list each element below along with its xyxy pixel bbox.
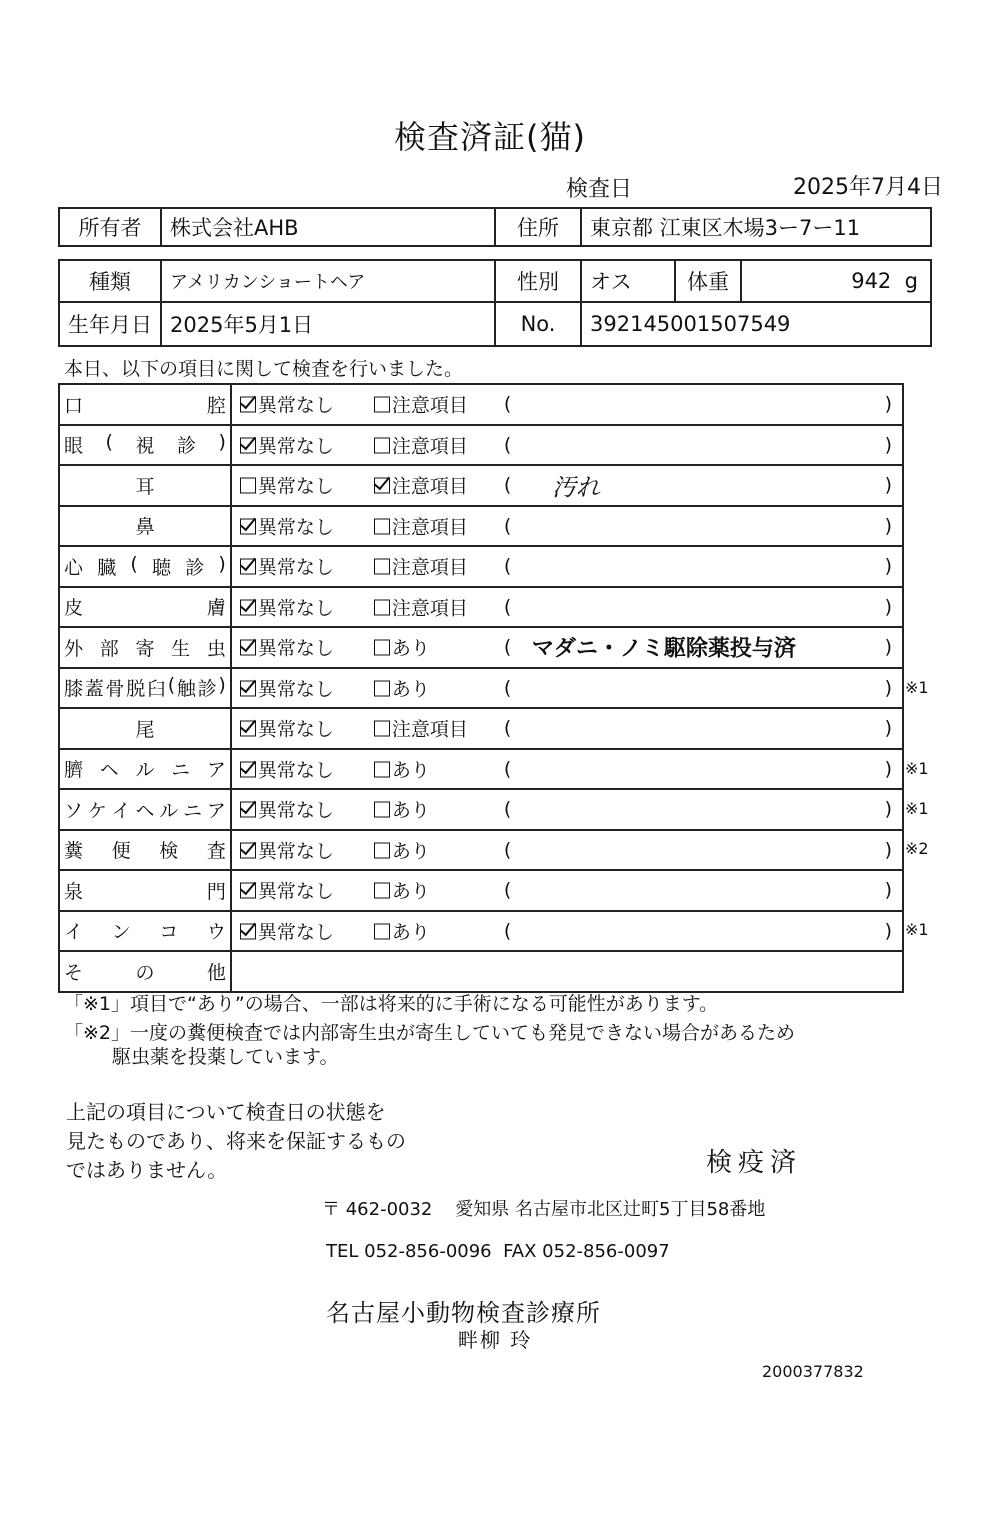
breed-label: 種類 <box>59 260 161 302</box>
label-char: ヘ <box>135 799 155 822</box>
option-label: あり <box>391 840 430 863</box>
checkbox-icon[interactable] <box>240 802 256 818</box>
label-char: 視 <box>135 435 155 458</box>
checkbox-icon[interactable] <box>374 761 390 777</box>
open-paren: ( <box>503 514 512 537</box>
option-label: あり <box>391 637 430 660</box>
option-label: 注意項目 <box>391 435 468 458</box>
option-flag[interactable] <box>374 755 430 782</box>
item-result <box>231 627 903 668</box>
clinic-name: 名古屋小動物検査診療所 <box>326 1299 601 1327</box>
label-char: 蓋 <box>84 678 104 701</box>
option-flag[interactable] <box>374 715 468 742</box>
option-flag[interactable] <box>374 391 468 418</box>
option-label: 異常なし <box>257 921 334 944</box>
label-char: 部 <box>99 637 119 660</box>
option-flag[interactable] <box>374 674 430 701</box>
label-char: 外 <box>64 637 84 660</box>
close-paren: ) <box>884 555 892 578</box>
item-name <box>59 911 231 952</box>
pet-table <box>58 259 932 347</box>
item-name-text: 鼻 <box>135 516 155 539</box>
option-normal[interactable] <box>240 755 334 782</box>
label-char: 検 <box>159 840 179 863</box>
inspection-row <box>59 546 903 587</box>
option-label: 異常なし <box>257 597 334 620</box>
option-flag[interactable] <box>374 836 430 863</box>
footnote-2: 「※2」一度の糞便検査では内部寄生虫が寄生していても発見できない場合があるため <box>64 1022 796 1044</box>
inspection-row <box>59 587 903 628</box>
item-name-text <box>64 391 226 418</box>
address-value: 東京都 江東区木場3ー7ー11 <box>581 208 931 246</box>
label-char: 膝 <box>64 678 84 701</box>
checkbox-icon[interactable] <box>374 680 390 696</box>
clinic-street-address: 愛知県 名古屋市北区辻町5丁目58番地 <box>455 1199 766 1220</box>
checkbox-icon[interactable] <box>240 559 256 575</box>
inspection-row <box>59 870 903 911</box>
checkbox-icon[interactable] <box>374 478 390 494</box>
option-label: 注意項目 <box>391 597 468 620</box>
item-result <box>231 546 903 587</box>
inspection-row <box>59 384 903 425</box>
close-paren: ) <box>884 676 892 699</box>
document-title: 検査済証(猫) <box>394 118 586 156</box>
item-name-text <box>64 877 226 904</box>
close-paren: ) <box>884 798 892 821</box>
label-char: 眼 <box>64 435 84 458</box>
checkbox-icon[interactable] <box>374 559 390 575</box>
option-label: 異常なし <box>257 435 334 458</box>
option-label: 異常なし <box>257 394 334 417</box>
option-normal[interactable] <box>240 917 334 944</box>
checkbox-icon[interactable] <box>374 599 390 615</box>
checkbox-icon[interactable] <box>240 640 256 656</box>
checkbox-icon[interactable] <box>240 478 256 494</box>
close-paren: ) <box>884 838 892 861</box>
number-value: 392145001507549 <box>581 302 931 346</box>
item-result <box>231 789 903 830</box>
inspection-row <box>59 789 903 830</box>
note-mark: ※1 <box>905 758 929 778</box>
inspection-row <box>59 911 903 952</box>
label-char: 門 <box>206 880 226 903</box>
label-char: 泉 <box>64 880 84 903</box>
item-name <box>59 789 231 830</box>
option-flag[interactable] <box>374 553 468 580</box>
option-flag[interactable] <box>374 917 430 944</box>
close-paren: ) <box>884 919 892 942</box>
close-paren: ) <box>884 595 892 618</box>
label-char: 聴 <box>152 556 172 579</box>
label-char: 他 <box>206 961 226 984</box>
checkbox-icon[interactable] <box>240 680 256 696</box>
label-char: ア <box>206 799 226 822</box>
checkbox-icon[interactable] <box>374 437 390 453</box>
label-char: 診 <box>197 678 217 701</box>
option-label: 異常なし <box>257 475 334 498</box>
quarantine-stamp: 検疫済 <box>706 1148 803 1178</box>
owner-label: 所有者 <box>59 208 161 246</box>
label-char: 心 <box>64 556 84 579</box>
open-paren: ( <box>503 636 512 659</box>
close-paren: ) <box>884 717 892 740</box>
item-name-text <box>64 634 226 661</box>
inspection-row <box>59 627 903 668</box>
option-flag[interactable] <box>374 593 468 620</box>
item-name <box>59 465 231 506</box>
item-name-text: 耳 <box>135 475 155 498</box>
option-normal[interactable] <box>240 593 334 620</box>
inspection-row <box>59 708 903 749</box>
option-flag[interactable] <box>374 634 430 661</box>
postal-code: 〒 462-0032 <box>322 1199 433 1220</box>
label-char: ) <box>218 674 226 697</box>
item-name-text <box>64 593 226 620</box>
option-label: 異常なし <box>257 637 334 660</box>
item-name <box>59 749 231 790</box>
note-mark: ※1 <box>905 799 929 818</box>
checkbox-icon[interactable] <box>240 518 256 534</box>
item-result <box>231 668 903 709</box>
item-name <box>59 870 231 911</box>
label-char: ) <box>218 552 226 575</box>
item-name <box>59 384 231 425</box>
open-paren: ( <box>503 474 512 497</box>
weight-label: 体重 <box>675 260 741 302</box>
checkbox-icon[interactable] <box>240 437 256 453</box>
option-label: 注意項目 <box>391 556 468 579</box>
breed-value: アメリカンショートヘア <box>161 260 495 302</box>
inspection-date: 2025年7月4日 <box>793 175 943 200</box>
label-char: ル <box>159 799 179 822</box>
option-flag[interactable] <box>374 472 468 499</box>
label-char: 骨 <box>105 678 125 701</box>
label-char: ( <box>130 552 138 575</box>
label-char: 脱 <box>126 678 146 701</box>
sex-value: オス <box>581 260 675 302</box>
number-label: No. <box>495 302 581 346</box>
label-char: 臼 <box>147 678 167 701</box>
checkbox-icon[interactable] <box>240 842 256 858</box>
inspection-row <box>59 465 903 506</box>
owner-table <box>58 207 932 247</box>
footnote-1: 「※1」項目で“あり”の場合、一部は将来的に手術になる可能性があります。 <box>64 993 719 1015</box>
note-mark: ※2 <box>905 839 929 859</box>
item-result <box>231 425 903 466</box>
label-char: ケ <box>87 799 107 822</box>
option-normal[interactable] <box>240 634 334 661</box>
statement-line: 上記の項目について検査日の状態を <box>66 1100 386 1124</box>
label-char: ン <box>111 921 131 944</box>
inspection-table <box>58 383 904 993</box>
statement <box>66 1098 406 1185</box>
address-label: 住所 <box>495 208 581 246</box>
checkbox-icon[interactable] <box>240 397 256 413</box>
item-name <box>59 587 231 628</box>
option-normal[interactable] <box>240 877 334 904</box>
label-char: ニ <box>183 799 203 822</box>
option-label: 異常なし <box>257 678 334 701</box>
item-name <box>59 708 231 749</box>
label-char: ) <box>218 431 226 454</box>
close-paren: ) <box>884 879 892 902</box>
label-char: ヘ <box>99 759 119 782</box>
label-char: ル <box>135 759 155 782</box>
checkbox-icon[interactable] <box>374 721 390 737</box>
note-mark: ※1 <box>905 677 929 697</box>
open-paren: ( <box>503 919 512 942</box>
item-result <box>231 911 903 952</box>
option-label: 注意項目 <box>391 394 468 417</box>
item-result <box>231 749 903 790</box>
label-char: コ <box>159 921 179 944</box>
checkbox-icon[interactable] <box>374 923 390 939</box>
open-paren: ( <box>503 595 512 618</box>
close-paren: ) <box>884 433 892 456</box>
option-normal[interactable] <box>240 836 334 863</box>
weight-unit: g <box>904 269 918 293</box>
label-char: イ <box>64 921 84 944</box>
close-paren: ) <box>884 393 892 416</box>
item-name-text <box>64 917 226 944</box>
label-char: 皮 <box>64 597 84 620</box>
item-name-text <box>64 431 226 458</box>
statement-line: 見たものであり、将来を保証するもの <box>66 1129 406 1153</box>
item-name-text: 尾 <box>135 718 155 741</box>
item-result <box>231 506 903 547</box>
option-normal[interactable] <box>240 796 334 823</box>
label-char: 臓 <box>97 556 117 579</box>
open-paren: ( <box>503 555 512 578</box>
option-label: あり <box>391 921 430 944</box>
footnote-2-continued: 駆虫薬を投薬しています。 <box>112 1046 339 1068</box>
option-normal[interactable] <box>240 512 334 539</box>
label-char: イ <box>111 799 131 822</box>
option-label: 異常なし <box>257 556 334 579</box>
item-name <box>59 668 231 709</box>
label-char: ウ <box>206 921 226 944</box>
option-label: 異常なし <box>257 880 334 903</box>
other-label-text <box>64 958 226 985</box>
open-paren: ( <box>503 798 512 821</box>
label-char: 虫 <box>206 637 226 660</box>
label-char: 生 <box>171 637 191 660</box>
item-name-text <box>64 755 226 782</box>
label-char: 膚 <box>206 597 226 620</box>
item-result <box>231 830 903 871</box>
option-label: 異常なし <box>257 516 334 539</box>
label-char: 臍 <box>64 759 84 782</box>
clinic-contact <box>326 1241 670 1262</box>
option-flag[interactable] <box>374 796 430 823</box>
telephone: TEL 052-856-0096 <box>326 1241 492 1262</box>
checkbox-icon[interactable] <box>240 923 256 939</box>
checkbox-icon[interactable] <box>374 883 390 899</box>
option-normal[interactable] <box>240 553 334 580</box>
inspection-row <box>59 425 903 466</box>
option-normal[interactable] <box>240 472 334 499</box>
item-name-text <box>64 674 226 701</box>
other-label <box>59 951 231 992</box>
label-char: ア <box>206 759 226 782</box>
option-label: 異常なし <box>257 840 334 863</box>
document-number: 2000377832 <box>762 1362 864 1381</box>
label-char: の <box>135 961 155 984</box>
item-result <box>231 465 903 506</box>
label-char: 腔 <box>206 394 226 417</box>
label-char: 触 <box>176 678 196 701</box>
item-note: マダニ・ノミ駆除薬投与済 <box>531 636 796 662</box>
inspection-date-label: 検査日 <box>566 177 633 202</box>
checkbox-icon[interactable] <box>240 721 256 737</box>
label-char: 診 <box>185 556 205 579</box>
open-paren: ( <box>503 757 512 780</box>
item-name-text <box>64 796 226 823</box>
option-normal[interactable] <box>240 674 334 701</box>
item-result <box>231 870 903 911</box>
item-name <box>59 506 231 547</box>
label-char: 糞 <box>64 840 84 863</box>
checkbox-icon[interactable] <box>374 802 390 818</box>
open-paren: ( <box>503 717 512 740</box>
option-label: 注意項目 <box>391 718 468 741</box>
option-normal[interactable] <box>240 391 334 418</box>
item-result <box>231 587 903 628</box>
weight-value <box>741 260 931 302</box>
inspection-row <box>59 830 903 871</box>
checkbox-icon[interactable] <box>240 761 256 777</box>
checkbox-icon[interactable] <box>240 599 256 615</box>
item-name <box>59 546 231 587</box>
inspection-row <box>59 506 903 547</box>
option-label: 異常なし <box>257 799 334 822</box>
checkbox-icon[interactable] <box>240 883 256 899</box>
owner-value: 株式会社AHB <box>161 208 495 246</box>
option-label: あり <box>391 678 430 701</box>
item-note: 汚れ <box>551 473 600 502</box>
checkbox-icon[interactable] <box>374 397 390 413</box>
option-flag[interactable] <box>374 512 468 539</box>
checkbox-icon[interactable] <box>374 518 390 534</box>
open-paren: ( <box>503 879 512 902</box>
option-label: あり <box>391 759 430 782</box>
item-name <box>59 425 231 466</box>
option-normal[interactable] <box>240 431 334 458</box>
label-char: ( <box>105 431 113 454</box>
birth-value: 2025年5月1日 <box>161 302 495 346</box>
label-char: 口 <box>64 394 84 417</box>
option-label: 異常なし <box>257 759 334 782</box>
item-result <box>231 708 903 749</box>
open-paren: ( <box>503 393 512 416</box>
other-value <box>231 951 903 992</box>
close-paren: ) <box>884 636 892 659</box>
option-normal[interactable] <box>240 715 334 742</box>
clinic-address <box>322 1195 765 1221</box>
option-label: あり <box>391 799 430 822</box>
option-flag[interactable] <box>374 877 430 904</box>
item-result <box>231 384 903 425</box>
sex-label: 性別 <box>495 260 581 302</box>
open-paren: ( <box>503 676 512 699</box>
weight-number: 942 <box>851 269 892 293</box>
label-char: 寄 <box>135 637 155 660</box>
label-char: 便 <box>111 840 131 863</box>
item-name <box>59 627 231 668</box>
open-paren: ( <box>503 433 512 456</box>
checkbox-icon[interactable] <box>374 640 390 656</box>
label-char: そ <box>64 961 84 984</box>
item-name <box>59 830 231 871</box>
item-name-text <box>64 553 226 580</box>
option-label: 注意項目 <box>391 475 468 498</box>
option-label: 注意項目 <box>391 516 468 539</box>
label-char: ( <box>167 674 176 697</box>
inspection-row <box>59 749 903 790</box>
intro-text: 本日、以下の項目に関して検査を行いました。 <box>64 358 464 380</box>
note-mark: ※1 <box>905 920 929 940</box>
label-char: ニ <box>171 759 191 782</box>
close-paren: ) <box>884 514 892 537</box>
checkbox-icon[interactable] <box>374 842 390 858</box>
item-name-text <box>64 836 226 863</box>
fax: FAX 052-856-0097 <box>503 1241 670 1262</box>
close-paren: ) <box>884 757 892 780</box>
veterinarian-name: 畔柳 玲 <box>458 1328 533 1352</box>
label-char: ソ <box>64 799 84 822</box>
label-char: 査 <box>206 840 226 863</box>
option-label: 異常なし <box>257 718 334 741</box>
option-flag[interactable] <box>374 431 468 458</box>
option-label: あり <box>391 880 430 903</box>
statement-line: ではありません。 <box>66 1158 228 1182</box>
open-paren: ( <box>503 838 512 861</box>
label-char: 診 <box>176 435 196 458</box>
inspection-row <box>59 668 903 709</box>
birth-label: 生年月日 <box>59 302 161 346</box>
close-paren: ) <box>884 474 892 497</box>
